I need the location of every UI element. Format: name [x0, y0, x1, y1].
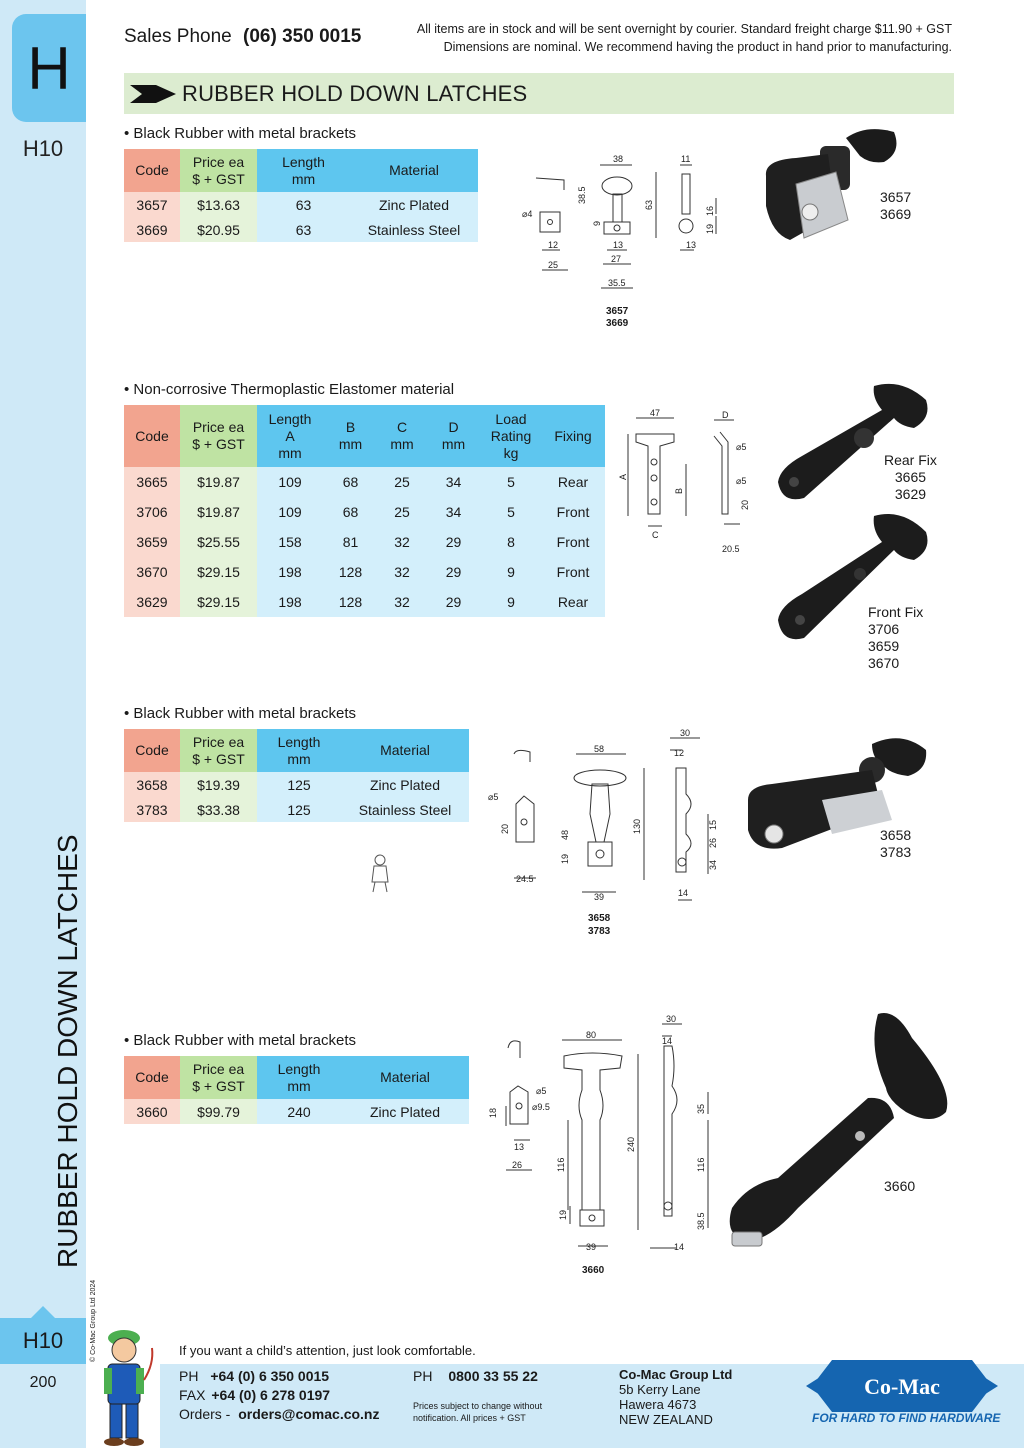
sales-phone-label: Sales Phone — [124, 26, 232, 47]
footer-phone — [179, 1367, 329, 1386]
dim-label: 14 — [678, 888, 689, 898]
cell-d: 34 — [426, 467, 481, 497]
dim-label: 48 — [560, 829, 570, 840]
footer-fax-label: FAX — [179, 1387, 206, 1403]
dim-label: 80 — [586, 1030, 597, 1040]
dim-label: 15 — [708, 819, 718, 830]
cell-code: 3660 — [124, 1099, 180, 1124]
cell-code: 3706 — [124, 497, 180, 527]
dim-label: ⌀5 — [736, 476, 747, 486]
dim-label: 34 — [708, 859, 718, 870]
dim-label: 13 — [514, 1142, 525, 1152]
cell-load: 9 — [481, 587, 541, 617]
cell-material: Zinc Plated — [350, 192, 478, 217]
th-code: Code — [124, 1056, 180, 1099]
dim-label: 39 — [586, 1242, 597, 1252]
th-length: Length mm — [257, 149, 350, 192]
copyright-note: © Co-Mac Group Ltd 2024 — [90, 1279, 97, 1362]
dim-label: 30 — [666, 1014, 677, 1024]
dim-label: 9 — [592, 220, 602, 226]
dim-label: 20 — [740, 499, 750, 510]
th-code: Code — [124, 405, 180, 467]
cell-a: 198 — [257, 557, 323, 587]
th-material: Material — [341, 1056, 469, 1099]
dim-label: 24.5 — [516, 874, 534, 884]
cell-d: 34 — [426, 497, 481, 527]
table-row — [124, 1099, 469, 1124]
section1-table — [124, 149, 478, 242]
cell-load: 9 — [481, 557, 541, 587]
dim-label: 116 — [696, 1157, 706, 1172]
cell-material: Zinc Plated — [341, 1099, 469, 1124]
table-row — [124, 797, 469, 822]
cell-material: Stainless Steel — [341, 797, 469, 822]
latch-photo-3660 — [718, 1008, 958, 1252]
footer-disclaimer: Prices subject to change without notification. All prices + GST — [413, 1401, 543, 1423]
cell-c: 25 — [378, 497, 426, 527]
technical-drawing-3660 — [486, 1010, 726, 1272]
dim-label: 20 — [500, 823, 510, 834]
vertical-section-title: RUBBER HOLD DOWN LATCHES — [52, 834, 83, 1268]
cell-fixing: Rear — [541, 587, 605, 617]
th-price: Price ea $ + GST — [180, 1056, 257, 1099]
address-line3: NEW ZEALAND — [619, 1412, 713, 1427]
sales-phone — [124, 26, 361, 48]
section1-subheading: • Black Rubber with metal brackets — [124, 125, 357, 142]
cell-load: 5 — [481, 467, 541, 497]
cell-material: Zinc Plated — [341, 772, 469, 797]
dim-label: 13 — [613, 240, 624, 250]
th-fixing: Fixing — [541, 405, 605, 467]
dim-label: 26 — [708, 837, 718, 848]
sales-phone-number: (06) 350 0015 — [243, 26, 362, 47]
dim-label: 30 — [680, 728, 691, 738]
page-number: 200 — [29, 1374, 57, 1391]
cell-price: $25.55 — [180, 527, 257, 557]
th-price: Price ea $ + GST — [180, 405, 257, 467]
dim-label: 38.5 — [577, 186, 587, 204]
page-title-bar — [124, 73, 954, 114]
th-code: Code — [124, 729, 180, 772]
logo-text: Co-Mac — [864, 1374, 940, 1399]
address-line2: Hawera 4673 — [619, 1397, 697, 1412]
dim-label: 14 — [674, 1242, 685, 1252]
technical-drawing-3658 — [486, 724, 726, 944]
th-code: Code — [124, 149, 180, 192]
section-letter-tab: H — [12, 14, 86, 122]
section2-subheading: • Non-corrosive Thermoplastic Elastomer material — [124, 381, 455, 398]
dim-label: D — [722, 410, 729, 420]
cell-price: $33.38 — [180, 797, 257, 822]
cell-c: 32 — [378, 587, 426, 617]
dim-label: 38.5 — [696, 1212, 706, 1230]
footer-orders-label: Orders - — [179, 1406, 231, 1422]
cell-c: 25 — [378, 467, 426, 497]
photo-label-front-fix: Front Fix 3706 3659 3670 — [868, 604, 924, 671]
address-line1: 5b Kerry Lane — [619, 1382, 701, 1397]
cell-code: 3669 — [124, 217, 180, 242]
th-length: Length mm — [257, 1056, 341, 1099]
cell-code: 3658 — [124, 772, 180, 797]
photo-code-label: 3657 3669 — [880, 189, 912, 222]
dim-label: B — [674, 487, 684, 494]
th-c: C mm — [378, 405, 426, 467]
cell-length: 63 — [257, 217, 350, 242]
mascot-small-icon — [366, 852, 394, 894]
th-load: Load Rating kg — [481, 405, 541, 467]
cell-c: 32 — [378, 557, 426, 587]
cell-b: 128 — [323, 587, 378, 617]
footer-fax — [179, 1386, 330, 1405]
footer-phone-number: +64 (0) 6 350 0015 — [210, 1368, 330, 1384]
dim-label: 12 — [674, 748, 685, 758]
table-row — [124, 772, 469, 797]
footer-orders-email[interactable]: orders@comac.co.nz — [238, 1406, 380, 1422]
technical-drawing-3665 — [612, 406, 772, 556]
dim-label: ⌀5 — [536, 1086, 547, 1096]
th-material: Material — [341, 729, 469, 772]
cell-d: 29 — [426, 557, 481, 587]
cell-d: 29 — [426, 527, 481, 557]
dim-label: 26 — [512, 1160, 523, 1170]
dim-label: 19 — [558, 1209, 568, 1220]
table-row — [124, 467, 605, 497]
th-price: Price ea $ + GST — [180, 149, 257, 192]
dim-label: 58 — [594, 744, 605, 754]
section-code-bottom: H10 — [0, 1318, 86, 1364]
th-material: Material — [350, 149, 478, 192]
cell-length: 125 — [257, 797, 341, 822]
cell-a: 109 — [257, 497, 323, 527]
dim-label: 19 — [560, 853, 570, 864]
cell-length: 125 — [257, 772, 341, 797]
cell-price: $13.63 — [180, 192, 257, 217]
cell-b: 81 — [323, 527, 378, 557]
cell-price: $19.87 — [180, 497, 257, 527]
cell-code: 3670 — [124, 557, 180, 587]
table-row — [124, 527, 605, 557]
section4-subheading: • Black Rubber with metal brackets — [124, 1032, 357, 1049]
dim-label: 16 — [705, 205, 715, 216]
cell-price: $29.15 — [180, 557, 257, 587]
dim-label: 19 — [705, 223, 715, 234]
cell-c: 32 — [378, 527, 426, 557]
footer-freephone-number: 0800 33 55 22 — [448, 1368, 538, 1384]
dim-label: 14 — [662, 1036, 673, 1046]
dim-label: 27 — [611, 254, 622, 264]
th-b: B mm — [323, 405, 378, 467]
th-length: Length mm — [257, 729, 341, 772]
cell-price: $29.15 — [180, 587, 257, 617]
dim-label: 35.5 — [608, 278, 626, 288]
dim-label: ⌀5 — [488, 792, 499, 802]
cell-a: 158 — [257, 527, 323, 557]
photo-code-label: 3660 — [884, 1178, 916, 1194]
sidebar — [0, 0, 86, 1448]
latch-photo-3657 — [756, 124, 906, 244]
cell-b: 68 — [323, 467, 378, 497]
dim-label: C — [652, 530, 659, 540]
dim-label: 38 — [613, 154, 624, 164]
mascot-icon — [94, 1324, 160, 1448]
dim-label: 240 — [626, 1136, 636, 1152]
cell-code: 3659 — [124, 527, 180, 557]
section3-table — [124, 729, 469, 822]
dim-label: 116 — [556, 1157, 566, 1172]
cell-code: 3629 — [124, 587, 180, 617]
cell-load: 5 — [481, 497, 541, 527]
dim-label: 11 — [681, 154, 691, 164]
cell-b: 68 — [323, 497, 378, 527]
dim-label: 25 — [548, 260, 559, 270]
cell-code: 3665 — [124, 467, 180, 497]
th-d: D mm — [426, 405, 481, 467]
footer-fax-number: +64 (0) 6 278 0197 — [211, 1387, 331, 1403]
cell-load: 8 — [481, 527, 541, 557]
page-title: RUBBER HOLD DOWN LATCHES — [182, 80, 528, 106]
cell-material: Stainless Steel — [350, 217, 478, 242]
th-price: Price ea $ + GST — [180, 729, 257, 772]
dim-label: 35 — [696, 1103, 706, 1114]
dim-label: ⌀9.5 — [532, 1102, 550, 1112]
header-note-line2: Dimensions are nominal. We recommend having the product in hand prior to manufacturing. — [443, 40, 952, 54]
cell-price: $20.95 — [180, 217, 257, 242]
header-note-line1: All items are in stock and will be sent overnight by courier. Standard freight charge $11.90 + GST — [416, 22, 952, 36]
logo-tagline: FOR HARD TO FIND HARDWARE — [812, 1411, 1001, 1425]
th-length: Length A mm — [257, 405, 323, 467]
photo-code-label: 3658 3783 — [880, 827, 912, 860]
cell-length: 63 — [257, 192, 350, 217]
dim-label: 39 — [594, 892, 605, 902]
drawing-code-label: 3658 3783 — [588, 913, 611, 937]
dim-label: 13 — [686, 240, 697, 250]
dim-label: ⌀5 — [736, 442, 747, 452]
section2-table — [124, 405, 605, 617]
section-code-top: H10 — [22, 136, 64, 161]
footer-address — [619, 1367, 732, 1427]
drawing-code-label: 3660 — [582, 1265, 605, 1276]
table-row — [124, 497, 605, 527]
dim-label: A — [618, 473, 628, 480]
cell-price: $99.79 — [180, 1099, 257, 1124]
cell-d: 29 — [426, 587, 481, 617]
cell-price: $19.87 — [180, 467, 257, 497]
footer-phone-label: PH — [179, 1368, 199, 1384]
dim-label: 20.5 — [722, 544, 740, 554]
cell-fixing: Front — [541, 557, 605, 587]
dim-label: 130 — [632, 818, 642, 834]
cell-fixing: Rear — [541, 467, 605, 497]
drawing-code-label: 3657 3669 — [606, 306, 629, 329]
cell-price: $19.39 — [180, 772, 257, 797]
table-row — [124, 557, 605, 587]
dim-label: 18 — [488, 1107, 498, 1118]
footer-freephone — [413, 1367, 538, 1386]
dim-label: 47 — [650, 408, 661, 418]
footer-quote: If you want a child’s attention, just look comfortable. — [179, 1343, 476, 1358]
cell-length: 240 — [257, 1099, 341, 1124]
dim-label: 12 — [548, 240, 559, 250]
photo-label-rear-fix: Rear Fix 3665 3629 — [884, 452, 937, 502]
cell-fixing: Front — [541, 497, 605, 527]
company-name: Co-Mac Group Ltd — [619, 1367, 733, 1382]
footer-orders — [179, 1405, 380, 1424]
cell-a: 109 — [257, 467, 323, 497]
section3-subheading: • Black Rubber with metal brackets — [124, 705, 357, 722]
cell-code: 3783 — [124, 797, 180, 822]
table-row — [124, 192, 478, 217]
cell-code: 3657 — [124, 192, 180, 217]
table-row — [124, 587, 605, 617]
table-row — [124, 217, 478, 242]
dim-label: ⌀4 — [522, 209, 533, 219]
section4-table — [124, 1056, 469, 1124]
cell-b: 128 — [323, 557, 378, 587]
arrow-icon — [130, 83, 178, 105]
cell-fixing: Front — [541, 527, 605, 557]
cell-a: 198 — [257, 587, 323, 617]
footer-freephone-label: PH — [413, 1368, 433, 1384]
dim-label: 63 — [644, 199, 654, 210]
header-note — [372, 20, 952, 56]
